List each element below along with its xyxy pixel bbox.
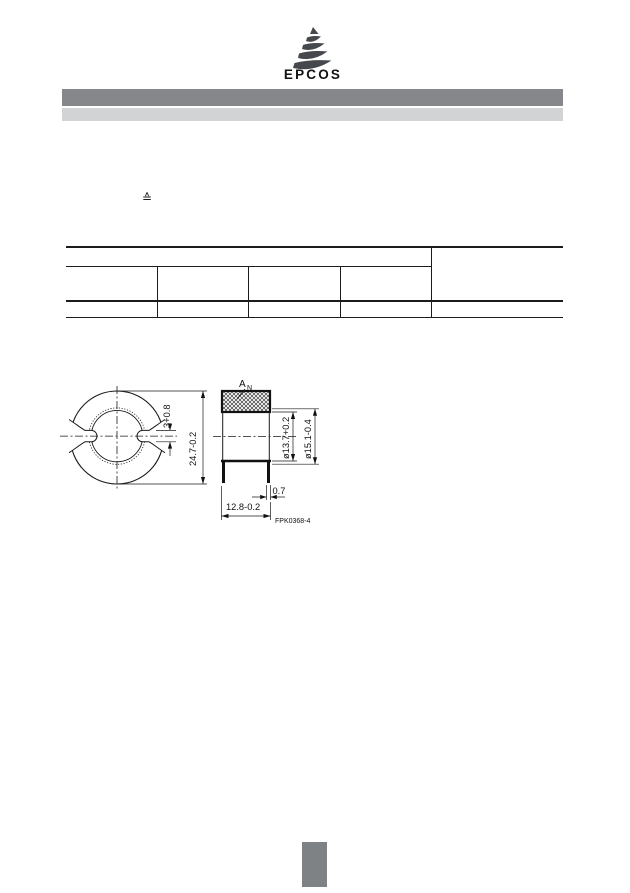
slot-dimension-label: 3+0.8	[162, 404, 172, 428]
width-dimension-label: 12.8-0.2	[226, 502, 261, 512]
logo-swoosh-1	[306, 36, 321, 42]
section-side-walls	[223, 412, 270, 460]
core-cross-section-hatch	[222, 391, 270, 412]
table-bottom-border	[66, 317, 563, 318]
area-label-subscript: N	[247, 385, 253, 392]
table-vertical-4	[431, 246, 432, 318]
table-vertical-3	[340, 266, 341, 318]
table-top-border	[66, 246, 563, 248]
logo-swoosh-2	[302, 43, 325, 50]
table-vertical-2	[248, 266, 249, 318]
core-drawing-svg	[50, 360, 350, 540]
section-legs	[224, 461, 269, 483]
front-view	[60, 386, 207, 491]
technical-drawing	[50, 360, 350, 540]
outer-dimension-label: 24.7-0.2	[188, 431, 198, 466]
logo-swoosh-3	[298, 51, 328, 59]
epcos-logo	[281, 26, 345, 84]
section-view	[213, 379, 319, 525]
header-bar-secondary	[62, 108, 563, 121]
wall-dimension-label: 0.7	[272, 486, 286, 496]
table-row-divider	[66, 300, 563, 302]
logo-wordmark: EPCOS	[283, 67, 343, 82]
epcos-logo-icon	[281, 26, 345, 84]
logo-cap-shape	[310, 27, 319, 34]
corresponds-symbol: ≙	[142, 191, 153, 205]
area-label: A	[239, 379, 246, 390]
table-vertical-1	[157, 266, 158, 318]
hole-dimension-label: ø13.7+0.2	[281, 416, 291, 459]
coated-dimension-label: ø15.1-0.4	[303, 419, 313, 459]
footer-page-box	[302, 842, 327, 887]
figure-code: FPK0368-4	[275, 518, 311, 525]
header-bar-primary	[62, 89, 563, 106]
